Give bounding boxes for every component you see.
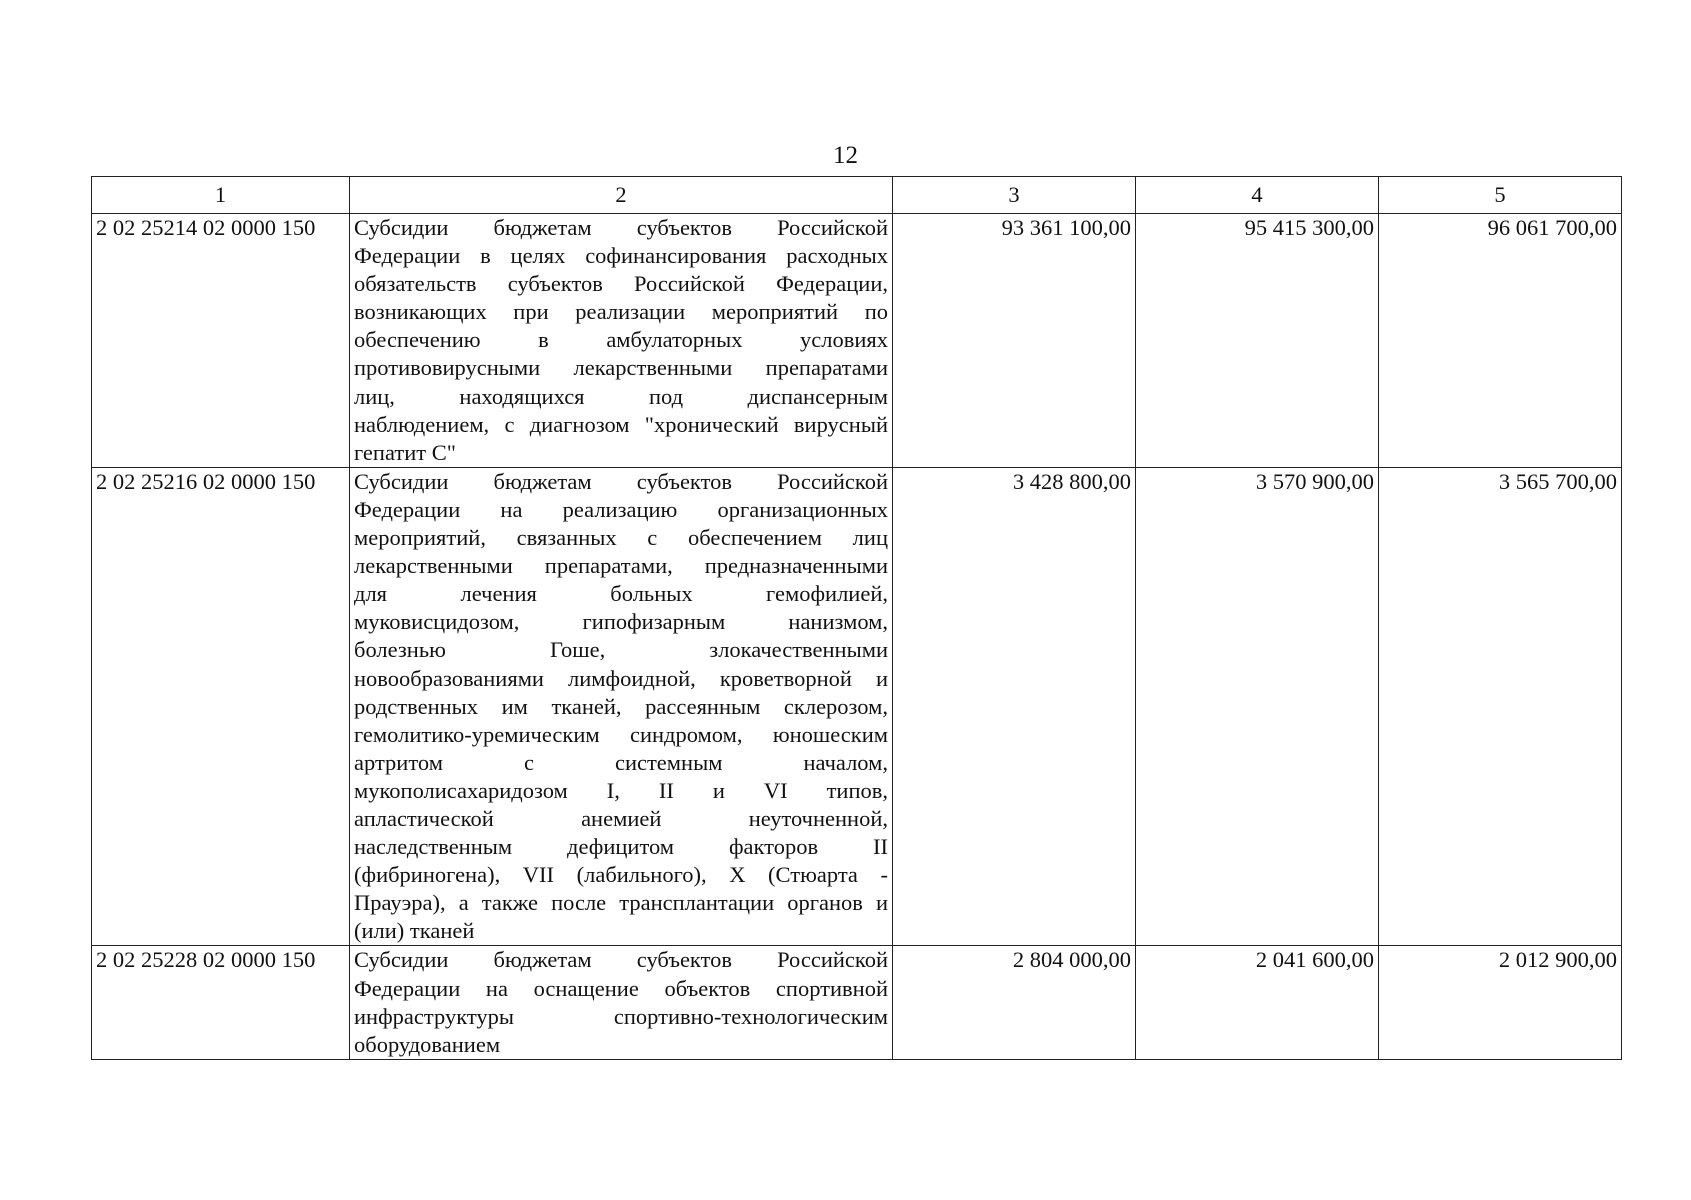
column-header-2: 2	[350, 177, 893, 214]
description-line: Федерации на оснащение объектов спортивной	[354, 975, 888, 1001]
description-line: противовирусными лекарственными препаратами	[354, 355, 888, 381]
column-header-5: 5	[1379, 177, 1622, 214]
amount-cell-col3: 93 361 100,00	[893, 214, 1136, 468]
amount-cell-col5: 96 061 700,00	[1379, 214, 1622, 468]
amount-cell-col3: 3 428 800,00	[893, 467, 1136, 946]
description-line: Субсидии бюджетам субъектов Российской	[354, 468, 888, 494]
description-line: обеспечению в амбулаторных условиях	[354, 327, 888, 353]
description-line: мукополисахаридозом I, II и VI типов,	[354, 777, 888, 803]
table-row	[92, 946, 1622, 1059]
description-line: Субсидии бюджетам субъектов Российской	[354, 947, 888, 973]
description-line: гемолитико-уремическим синдромом, юношеским	[354, 721, 888, 747]
description-line: лекарственными препаратами, предназначенными	[354, 553, 888, 579]
description-line: инфраструктуры спортивно-технологическим	[354, 1003, 888, 1029]
amount-cell-col5: 3 565 700,00	[1379, 467, 1622, 946]
description-line: гепатит С"	[354, 439, 456, 465]
description-line: Субсидии бюджетам субъектов Российской	[354, 215, 888, 240]
description-cell	[350, 946, 893, 1059]
description-line: Федерации в целях софинансирования расходных	[354, 243, 888, 269]
column-header-3: 3	[893, 177, 1136, 214]
amount-cell-col4: 95 415 300,00	[1136, 214, 1379, 468]
description-line: артритом с системным началом,	[354, 749, 888, 775]
description-line: обязательств субъектов Российской Федерации,	[354, 271, 888, 297]
description-line: родственных им тканей, рассеянным склерозом,	[354, 693, 888, 719]
description-line: наблюдением, с диагнозом "хронический вирусный	[354, 411, 888, 437]
table-body	[92, 214, 1622, 1060]
amount-cell-col4: 2 041 600,00	[1136, 946, 1379, 1059]
description-line: для лечения больных гемофилией,	[354, 581, 888, 607]
description-line: лиц, находящихся под диспансерным	[354, 383, 888, 409]
description-line: оборудованием	[354, 1031, 501, 1057]
amount-cell-col5: 2 012 900,00	[1379, 946, 1622, 1059]
description-line: возникающих при реализации мероприятий по	[354, 299, 888, 325]
description-line: новообразованиями лимфоидной, кроветворной и	[354, 665, 888, 691]
description-line: (фибриногена), VII (лабильного), X (Стюарта -	[354, 862, 888, 888]
column-header-1: 1	[92, 177, 350, 214]
page-number: 12	[833, 142, 858, 169]
budget-code-cell: 2 02 25216 02 0000 150	[92, 467, 350, 946]
budget-revenue-table	[91, 176, 1622, 1060]
amount-cell-col3: 2 804 000,00	[893, 946, 1136, 1059]
description-line: (или) тканей	[354, 918, 475, 944]
description-line: Федерации на реализацию организационных	[354, 496, 888, 522]
description-line: мероприятий, связанных с обеспечением лиц	[354, 525, 888, 551]
description-cell	[350, 467, 893, 946]
column-header-4: 4	[1136, 177, 1379, 214]
table-row	[92, 214, 1622, 468]
amount-cell-col4: 3 570 900,00	[1136, 467, 1379, 946]
description-line: муковисцидозом, гипофизарным нанизмом,	[354, 609, 888, 635]
description-line: наследственным дефицитом факторов II	[354, 834, 888, 860]
column-number-header-row	[92, 177, 1622, 214]
budget-code-cell: 2 02 25228 02 0000 150	[92, 946, 350, 1059]
budget-code-cell: 2 02 25214 02 0000 150	[92, 214, 350, 468]
description-line: апластической анемией неуточненной,	[354, 805, 888, 831]
table-row	[92, 467, 1622, 946]
description-cell	[350, 214, 893, 468]
description-line: Прауэра), а также после трансплантации органов и	[354, 890, 888, 916]
description-line: болезнью Гоше, злокачественными	[354, 637, 888, 663]
